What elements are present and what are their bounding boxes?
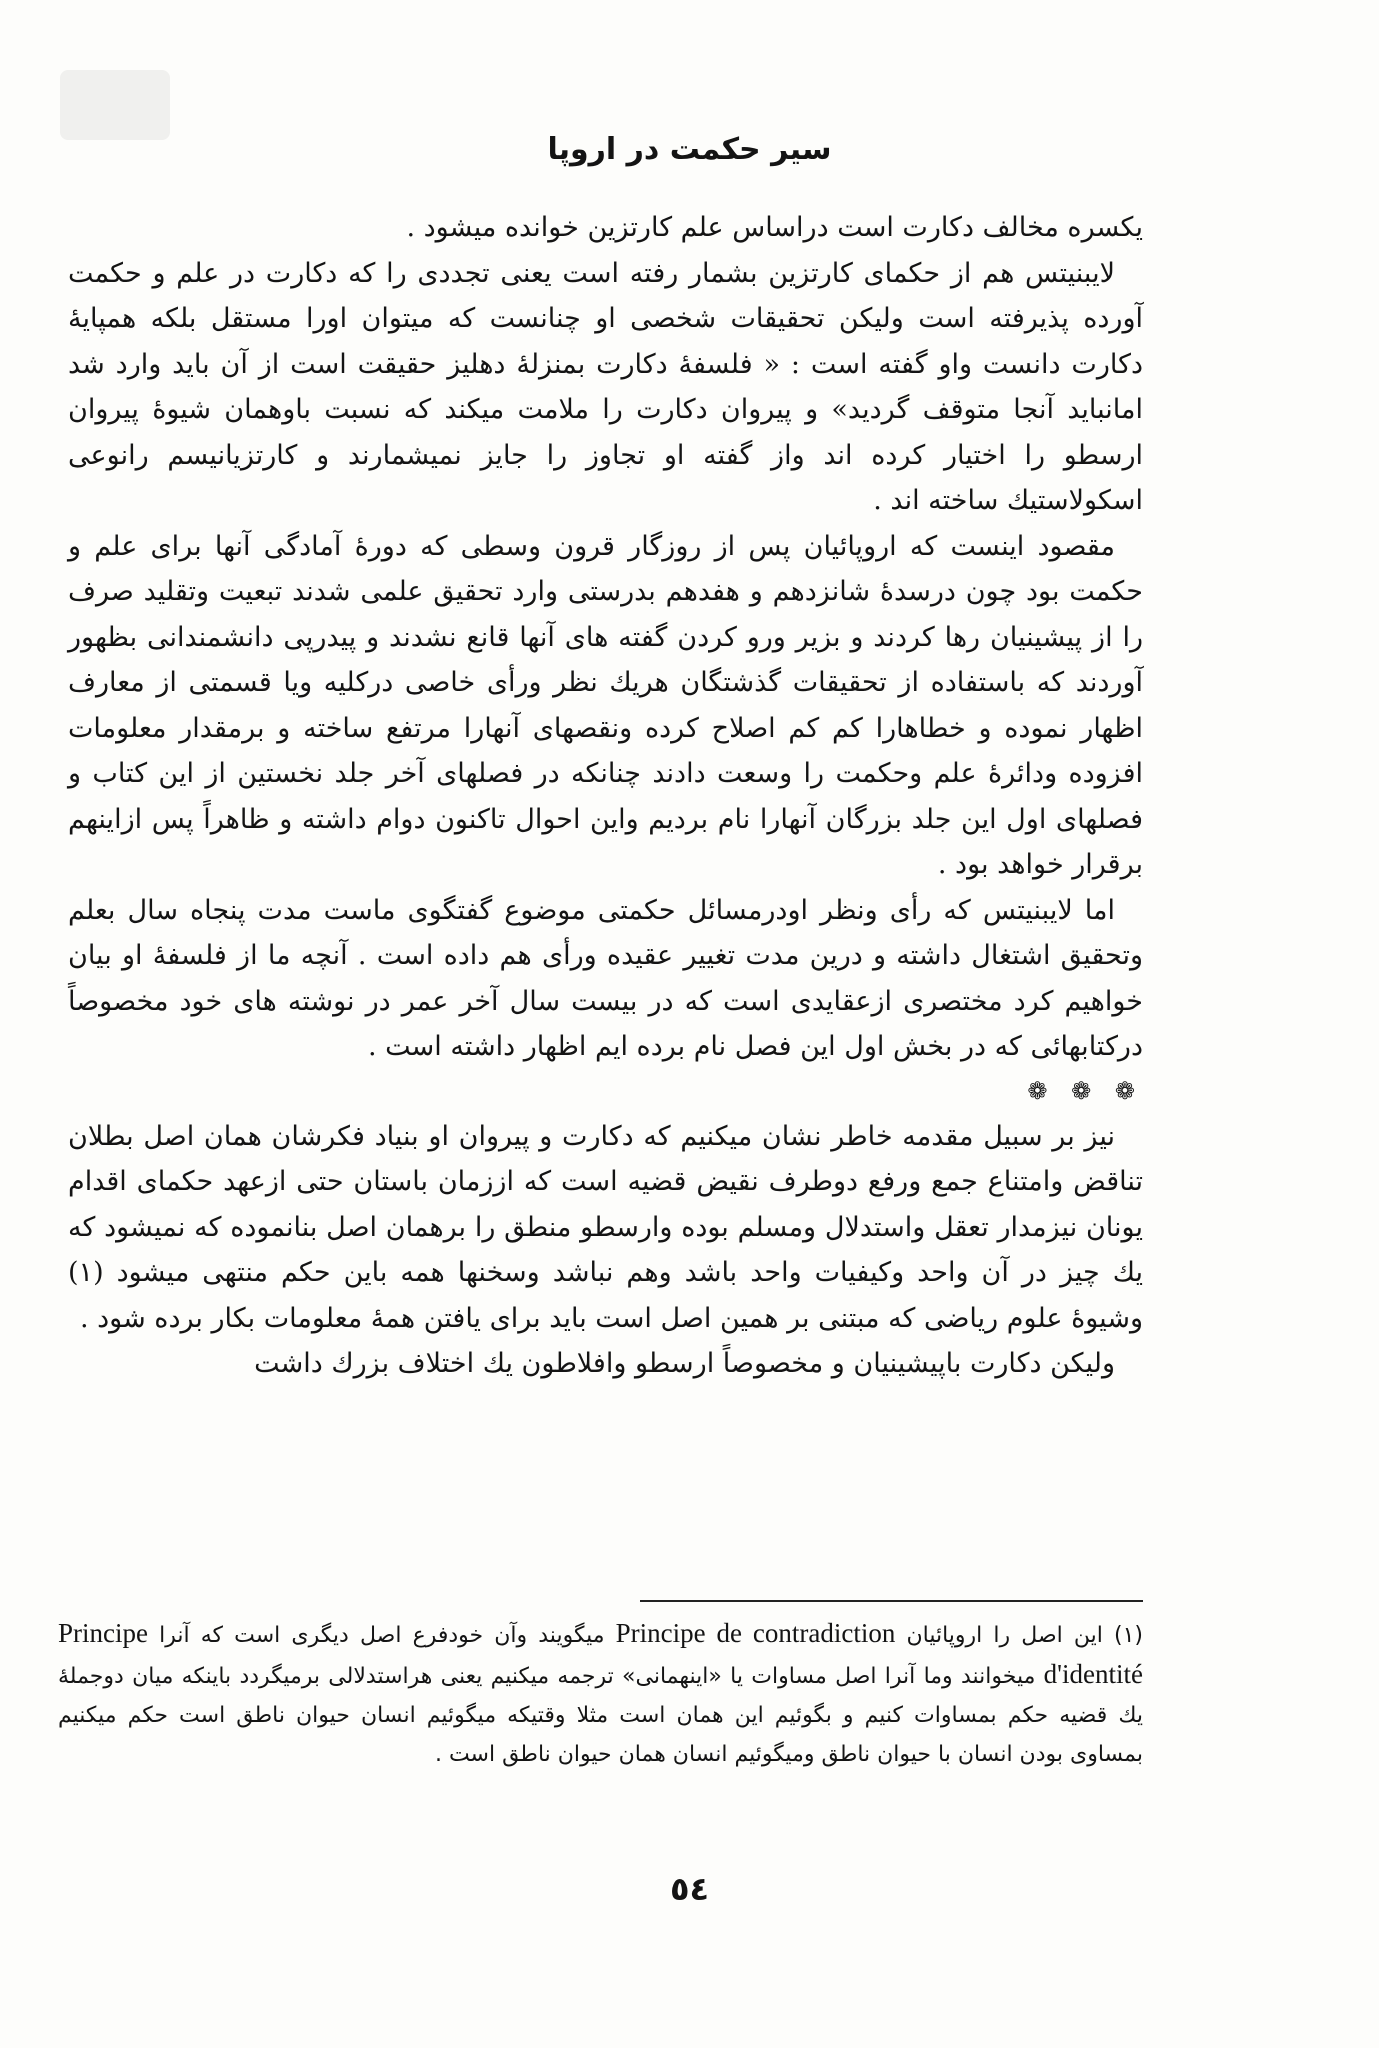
- main-text: [68, 205, 1143, 1387]
- footnote: [58, 1614, 1143, 1774]
- footnote-text: (١) این اصل را اروپائیان Principe de contradiction میگویند وآن خودفرع اصل دیگری است که آنرا Principe d'identité میخوانند وما آنرا اصل مساوات یا «اینهمانی» ترجمه میکنیم یعنی هراستدلالی برمیگردد باینکه میان دوجملهٔ یك قضیه حکم بمساوات کنیم و بگوئیم این همان است مثلا وقتیکه میگوئیم انسان حیوان ناطق است حکم میکنیم بمساوی بودن انسان با حیوان ناطق ومیگوئیم انسان همان حیوان ناطق است .: [58, 1618, 1143, 1767]
- paragraph: ولیکن دکارت باپیشینیان و مخصوصاً ارسطو وافلاطون یك اختلاف بزرك داشت: [254, 1348, 1115, 1379]
- paragraph: یکسره مخالف دکارت است دراساس علم کارتزین خوانده میشود .: [406, 212, 1143, 243]
- footnote-divider: [640, 1600, 1143, 1602]
- running-title: سیر حکمت در اروپا: [547, 132, 832, 167]
- section-ornament: ❁ ❁ ❁: [1027, 1076, 1143, 1105]
- scan-smudge: [60, 70, 170, 140]
- latin-term: Principe de contradiction: [615, 1618, 896, 1648]
- paragraph: لایبنیتس هم از حکمای کارتزین بشمار رفته است یعنی تجددی را که دکارت در علم و حکمت آورده پذیرفته است ولیکن تحقیقات شخصی او چنانست که میتوان اورا مستقل بلکه همپایهٔ دکارت دانست واو گفته است : « فلسفهٔ دکارت بمنزلهٔ دهلیز حقیقت است از آن باید وارد شد امانباید آنجا متوقف گردید» و پیروان دکارت را ملامت میکند که نسبت باوهمان شیوهٔ پیروان ارسطو را اختیار کرده اند واز گفته او تجاوز را جایز نمیشمارند و کارتزیانیسم رانوعی اسکولاستیك ساخته اند .: [68, 257, 1143, 516]
- latin-term: Principe d'identité: [58, 1618, 1143, 1689]
- paragraph: مقصود اینست که اروپائیان پس از روزگار قرون وسطی که دورهٔ آمادگی آنها برای علم و حکمت بود چون درسدهٔ شانزدهم و هفدهم بدرستی وارد تحقیق علمی شدند تبعیت وتقلید صرف را از پیشینیان رها کردند و بزیر ورو کردن گفته های آنها قانع نشدند و پیدرپی دانشمندانی بظهور آوردند که باستفاده از تحقیقات گذشتگان هریك نظر ورأی خاصی درکلیه ویا قسمتی از معارف اظهار نموده و خطاهارا کم کم اصلاح کرده ونقصهای آنهارا مرتفع ساخته و برمقدار معلومات افزوده ودائرهٔ علم وحکمت را وسعت دادند چنانکه در فصلهای آخر جلد نخستین از این کتاب و فصلهای اول این جلد بزرگان آنهارا نام بردیم واین احوال تاکنون دوام داشته و ظاهراً پس ازاینهم برقرار خواهد بود .: [68, 530, 1143, 880]
- paragraph: نیز بر سبیل مقدمه خاطر نشان میکنیم که دکارت و پیروان او بنیاد فکرشان همان اصل بطلان تناقض وامتناع جمع ورفع دوطرف نقیض قضیه است که اززمان باستان حتی ازعهد حکمای اقدام یونان نیزمدار تعقل واستدلال ومسلم بوده وارسطو منطق را برهمان اصل بنانموده که نمیشود که یك چیز در آن واحد وکیفیات واحد باشد وهم نباشد وسخنها همه باین حکم منتهی میشود (١) وشیوهٔ علوم ریاضی که مبتنی بر همین اصل است باید برای یافتن همهٔ معلومات بکار برده شود .: [68, 1120, 1143, 1334]
- paragraph: اما لایبنیتس که رأی ونظر اودرمسائل حکمتی موضوع گفتگوی ماست مدت پنجاه سال بعلم وتحقیق اشتغال داشته و درین مدت تغییر عقیده ورأی هم داده است . آنچه ما از فلسفهٔ او بیان خواهیم کرد مختصری ازعقایدی است که در بیست سال آخر عمر در نوشته های خود مخصوصاً درکتابهائی که در بخش اول این فصل نام برده ایم اظهار داشته است .: [68, 894, 1143, 1062]
- page-number: ٥٤: [669, 1870, 710, 1908]
